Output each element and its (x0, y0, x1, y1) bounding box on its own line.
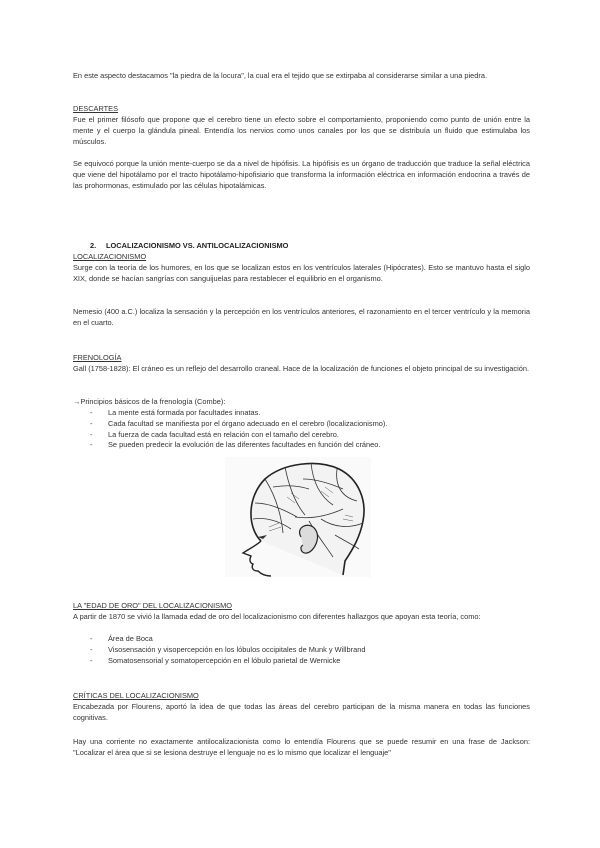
list-item: - Visosensación y visopercepción en los lóbulos occipitales de Munk y Willbrand (90, 645, 365, 656)
localizacionismo-paragraph-1: Surge con la teoría de los humores, en los que se localizan estos en los ventrículos laterales (Hipócrates). Esto se mantuvo hasta el siglo XIX, donde se hacían sangrías con sanguijuelas para restablecer el equilibrio en el organismo. (73, 263, 530, 283)
list-item: - Somatosensorial y somatopercepción en el lóbulo parietal de Wernicke (90, 656, 365, 667)
descartes-paragraph-2: Se equivocó porque la unión mente-cuerpo se da a nivel de hipófisis. La hipófisis es un órgano de traducción que traduce la señal eléctrica que viene del hipotálamo por el tracto hipotálamo-hipofisiario que transforma la información eléctrica en información endocrina a través de las prohormonas, estimulado por las células hipotalámicas. (73, 159, 530, 190)
intro-paragraph: En este aspecto destacamos "la piedra de la locura", la cual era el tejido que se extirpaba al considerarse similar a una piedra. (73, 71, 488, 80)
list-item: - Cada facultad se manifiesta por el órgano adecuado en el cerebro (localizacionismo). (90, 419, 387, 430)
list-item: - La mente está formada por facultades innatas. (90, 408, 387, 419)
frenologia-principles-title: →Principios básicos de la frenología (Combe): (73, 397, 226, 406)
heading-localizacionismo: LOCALIZACIONISMO (73, 252, 147, 261)
section-2-heading (90, 241, 288, 250)
frenologia-principles-list (90, 408, 387, 451)
list-item: - La fuerza de cada facultad está en relación con el tamaño del cerebro. (90, 430, 387, 441)
heading-descartes: DESCARTES (73, 104, 119, 113)
criticas-paragraph-1: Encabezada por Flourens, aportó la idea de que todas las áreas del cerebro participan de la misma manera en todas las funciones cognitivas. (73, 702, 530, 722)
edad-de-oro-paragraph: A partir de 1870 se vivió la llamada edad de oro del localizacionismo con diferentes hallazgos que apoyan esta teoría, como: (73, 612, 481, 621)
heading-frenologia: FRENOLOGÍA (73, 353, 122, 362)
section-2-number: 2. (90, 241, 97, 250)
list-item: - Área de Boca (90, 634, 365, 645)
phrenology-head-illustration (225, 457, 371, 577)
localizacionismo-paragraph-2: Nemesio (400 a.C.) localiza la sensación y la percepción en los ventrículos anteriores, el razonamiento en el tercer ventrículo y la memoria en el cuarto. (73, 307, 530, 327)
edad-de-oro-list (90, 634, 365, 666)
section-2-title: LOCALIZACIONISMO VS. ANTILOCALIZACIONISMO (106, 241, 289, 250)
criticas-paragraph-2: Hay una corriente no exactamente antilocalizacionista como lo entendía Flourens que se puede resumir en una frase de Jackson: "Localizar el área que si se lesiona destruye el lenguaje no es lo mismo que localizar el lenguaje" (73, 737, 530, 757)
descartes-paragraph-1: Fue el primer filósofo que propone que el cerebro tiene un efecto sobre el comportamiento, proponiendo como punto de unión entre la mente y el cuerpo la glándula pineal. Entendía los nervios como unos canales por los que se distribuía un fluido que estimulaba los músculos. (73, 115, 530, 146)
frenologia-paragraph-1: Gall (1758-1828): El cráneo es un reflejo del desarrollo craneal. Hace de la localización de funciones el objeto principal de su investigación. (73, 364, 530, 373)
heading-edad-de-oro: LA "EDAD DE ORO" DEL LOCALIZACIONISMO (73, 601, 232, 610)
list-item: - Se pueden predecir la evolución de las diferentes facultades en función del cráneo. (90, 440, 387, 451)
heading-criticas: CRÍTICAS DEL LOCALIZACIONISMO (73, 691, 199, 700)
